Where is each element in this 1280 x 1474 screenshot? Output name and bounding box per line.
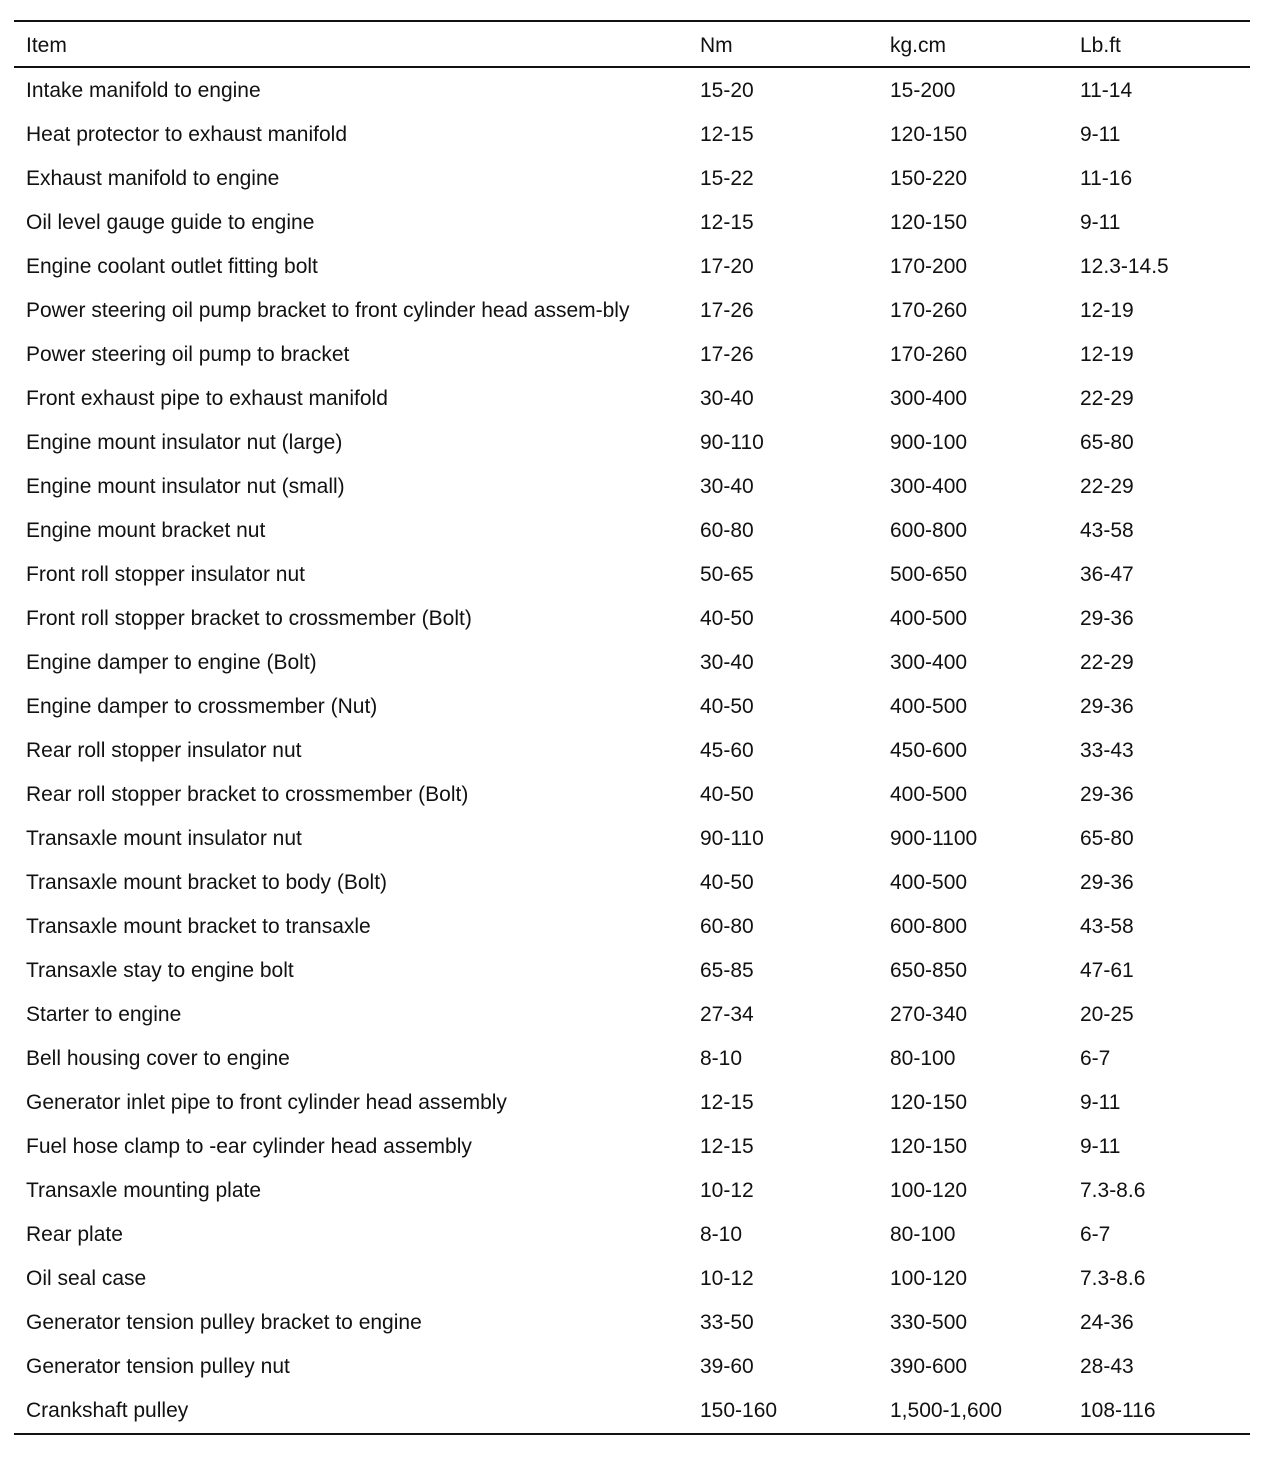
lbft-cell: 9-11 (1080, 211, 1121, 234)
nm-cell: 40-50 (700, 607, 754, 630)
nm-cell: 39-60 (700, 1355, 754, 1378)
item-cell: Engine damper to crossmember (Nut) (26, 695, 378, 718)
table-row (14, 333, 1250, 377)
lbft-cell: 12-19 (1080, 299, 1134, 322)
lbft-cell: 108-116 (1080, 1399, 1156, 1422)
kgcm-cell: 400-500 (890, 871, 968, 894)
table-row (14, 465, 1250, 509)
item-cell: Heat protector to exhaust manifold (26, 123, 348, 146)
table-row (14, 993, 1250, 1037)
table-row (14, 553, 1250, 597)
table-row (14, 1389, 1250, 1433)
kgcm-cell: 330-500 (890, 1311, 968, 1334)
kgcm-cell: 270-340 (890, 1003, 968, 1026)
table-row (14, 289, 1250, 333)
lbft-cell: 43-58 (1080, 915, 1134, 938)
torque-table (14, 22, 1250, 66)
nm-cell: 40-50 (700, 871, 754, 894)
kgcm-cell: 120-150 (890, 1091, 968, 1114)
lbft-cell: 22-29 (1080, 651, 1134, 674)
kgcm-cell: 450-600 (890, 739, 968, 762)
nm-cell: 17-26 (700, 343, 754, 366)
nm-cell: 30-40 (700, 475, 754, 498)
table-row (14, 377, 1250, 421)
table-row (14, 509, 1250, 553)
table-row (14, 201, 1250, 245)
kgcm-cell: 120-150 (890, 123, 968, 146)
kgcm-cell: 80-100 (890, 1047, 956, 1070)
header-nm: Nm (700, 34, 733, 57)
lbft-cell: 47-61 (1080, 959, 1134, 982)
lbft-cell: 24-36 (1080, 1311, 1134, 1334)
lbft-cell: 36-47 (1080, 563, 1134, 586)
nm-cell: 12-15 (700, 123, 754, 146)
kgcm-cell: 120-150 (890, 211, 968, 234)
item-cell: Transaxle mount bracket to transaxle (26, 915, 371, 938)
table-row (14, 1037, 1250, 1081)
item-cell: Power steering oil pump bracket to front cylinder head assem-bly (26, 299, 630, 322)
lbft-cell: 28-43 (1080, 1355, 1134, 1378)
item-cell: Rear roll stopper bracket to crossmember (Bolt) (26, 783, 469, 806)
table-row (14, 1345, 1250, 1389)
table-row (14, 905, 1250, 949)
item-cell: Front roll stopper bracket to crossmember (Bolt) (26, 607, 472, 630)
kgcm-cell: 400-500 (890, 607, 968, 630)
nm-cell: 15-20 (700, 79, 754, 102)
table-row (14, 597, 1250, 641)
nm-cell: 12-15 (700, 1091, 754, 1114)
item-cell: Transaxle stay to engine bolt (26, 959, 294, 982)
kgcm-cell: 120-150 (890, 1135, 968, 1158)
nm-cell: 40-50 (700, 695, 754, 718)
torque-table-body (14, 68, 1250, 1433)
kgcm-cell: 300-400 (890, 651, 968, 674)
nm-cell: 90-110 (700, 827, 764, 850)
nm-cell: 50-65 (700, 563, 754, 586)
kgcm-cell: 1,500-1,600 (890, 1399, 1003, 1422)
nm-cell: 17-20 (700, 255, 754, 278)
lbft-cell: 29-36 (1080, 871, 1134, 894)
lbft-cell: 7.3-8.6 (1080, 1179, 1146, 1202)
nm-cell: 17-26 (700, 299, 754, 322)
table-row (14, 68, 1250, 113)
torque-spec-sheet (14, 20, 1250, 1435)
lbft-cell: 6-7 (1080, 1223, 1111, 1246)
item-cell: Engine mount insulator nut (large) (26, 431, 343, 454)
kgcm-cell: 300-400 (890, 387, 968, 410)
item-cell: Front exhaust pipe to exhaust manifold (26, 387, 388, 410)
nm-cell: 33-50 (700, 1311, 754, 1334)
table-row (14, 729, 1250, 773)
kgcm-cell: 170-260 (890, 299, 968, 322)
kgcm-cell: 650-850 (890, 959, 968, 982)
item-cell: Exhaust manifold to engine (26, 167, 280, 190)
item-cell: Crankshaft pulley (26, 1399, 189, 1422)
table-row (14, 641, 1250, 685)
nm-cell: 30-40 (700, 387, 754, 410)
lbft-cell: 65-80 (1080, 431, 1134, 454)
nm-cell: 10-12 (700, 1179, 754, 1202)
lbft-cell: 9-11 (1080, 123, 1121, 146)
lbft-cell: 43-58 (1080, 519, 1134, 542)
lbft-cell: 11-14 (1080, 79, 1133, 102)
kgcm-cell: 390-600 (890, 1355, 968, 1378)
kgcm-cell: 80-100 (890, 1223, 956, 1246)
lbft-cell: 65-80 (1080, 827, 1134, 850)
lbft-cell: 9-11 (1080, 1091, 1121, 1114)
kgcm-cell: 15-200 (890, 79, 956, 102)
item-cell: Engine mount bracket nut (26, 519, 266, 542)
table-row (14, 157, 1250, 201)
header-lbft: Lb.ft (1080, 34, 1121, 57)
table-body (14, 68, 1250, 1433)
item-cell: Front roll stopper insulator nut (26, 563, 305, 586)
lbft-cell: 22-29 (1080, 475, 1134, 498)
lbft-cell: 29-36 (1080, 607, 1134, 630)
kgcm-cell: 900-100 (890, 431, 968, 454)
kgcm-cell: 170-260 (890, 343, 968, 366)
nm-cell: 27-34 (700, 1003, 754, 1026)
item-cell: Power steering oil pump to bracket (26, 343, 350, 366)
nm-cell: 45-60 (700, 739, 754, 762)
nm-cell: 30-40 (700, 651, 754, 674)
kgcm-cell: 100-120 (890, 1179, 968, 1202)
nm-cell: 65-85 (700, 959, 754, 982)
lbft-cell: 20-25 (1080, 1003, 1134, 1026)
table-bottom-rule (14, 1433, 1250, 1435)
lbft-cell: 11-16 (1080, 167, 1133, 190)
nm-cell: 90-110 (700, 431, 764, 454)
nm-cell: 10-12 (700, 1267, 754, 1290)
lbft-cell: 6-7 (1080, 1047, 1111, 1070)
lbft-cell: 29-36 (1080, 783, 1134, 806)
lbft-cell: 9-11 (1080, 1135, 1121, 1158)
header-kgcm: kg.cm (890, 34, 947, 57)
item-cell: Transaxle mount insulator nut (26, 827, 302, 850)
item-cell: Transaxle mount bracket to body (Bolt) (26, 871, 388, 894)
nm-cell: 12-15 (700, 1135, 754, 1158)
item-cell: Intake manifold to engine (26, 79, 261, 102)
table-row (14, 113, 1250, 157)
item-cell: Generator tension pulley bracket to engine (26, 1311, 422, 1334)
item-cell: Generator tension pulley nut (26, 1355, 290, 1378)
lbft-cell: 12.3-14.5 (1080, 255, 1169, 278)
nm-cell: 8-10 (700, 1223, 743, 1246)
nm-cell: 60-80 (700, 915, 754, 938)
item-cell: Oil seal case (26, 1267, 147, 1290)
kgcm-cell: 600-800 (890, 519, 968, 542)
kgcm-cell: 170-200 (890, 255, 968, 278)
item-cell: Oil level gauge guide to engine (26, 211, 315, 234)
table-row (14, 245, 1250, 289)
table-row (14, 1125, 1250, 1169)
nm-cell: 40-50 (700, 783, 754, 806)
table-row (14, 773, 1250, 817)
kgcm-cell: 400-500 (890, 695, 968, 718)
table-row (14, 685, 1250, 729)
lbft-cell: 22-29 (1080, 387, 1134, 410)
item-cell: Bell housing cover to engine (26, 1047, 290, 1070)
nm-cell: 8-10 (700, 1047, 743, 1070)
table-header (14, 22, 1250, 66)
item-cell: Generator inlet pipe to front cylinder head assembly (26, 1091, 507, 1114)
table-row (14, 1213, 1250, 1257)
item-cell: Engine mount insulator nut (small) (26, 475, 345, 498)
table-row (14, 1257, 1250, 1301)
table-row (14, 817, 1250, 861)
nm-cell: 60-80 (700, 519, 754, 542)
item-cell: Fuel hose clamp to -ear cylinder head assembly (26, 1135, 472, 1158)
item-cell: Engine damper to engine (Bolt) (26, 651, 317, 674)
table-row (14, 949, 1250, 993)
kgcm-cell: 600-800 (890, 915, 968, 938)
item-cell: Rear roll stopper insulator nut (26, 739, 302, 762)
lbft-cell: 29-36 (1080, 695, 1134, 718)
kgcm-cell: 900-1100 (890, 827, 978, 850)
item-cell: Rear plate (26, 1223, 123, 1246)
nm-cell: 12-15 (700, 211, 754, 234)
lbft-cell: 7.3-8.6 (1080, 1267, 1146, 1290)
kgcm-cell: 100-120 (890, 1267, 968, 1290)
table-row (14, 861, 1250, 905)
item-cell: Starter to engine (26, 1003, 182, 1026)
header-item: Item (26, 34, 67, 57)
item-cell: Transaxle mounting plate (26, 1179, 262, 1202)
item-cell: Engine coolant outlet fitting bolt (26, 255, 318, 278)
nm-cell: 15-22 (700, 167, 754, 190)
table-row (14, 1081, 1250, 1125)
kgcm-cell: 500-650 (890, 563, 968, 586)
kgcm-cell: 150-220 (890, 167, 968, 190)
kgcm-cell: 400-500 (890, 783, 968, 806)
table-row (14, 1169, 1250, 1213)
header-row (14, 22, 1250, 66)
nm-cell: 150-160 (700, 1399, 778, 1422)
table-row (14, 1301, 1250, 1345)
table-row (14, 421, 1250, 465)
lbft-cell: 33-43 (1080, 739, 1134, 762)
lbft-cell: 12-19 (1080, 343, 1134, 366)
kgcm-cell: 300-400 (890, 475, 968, 498)
